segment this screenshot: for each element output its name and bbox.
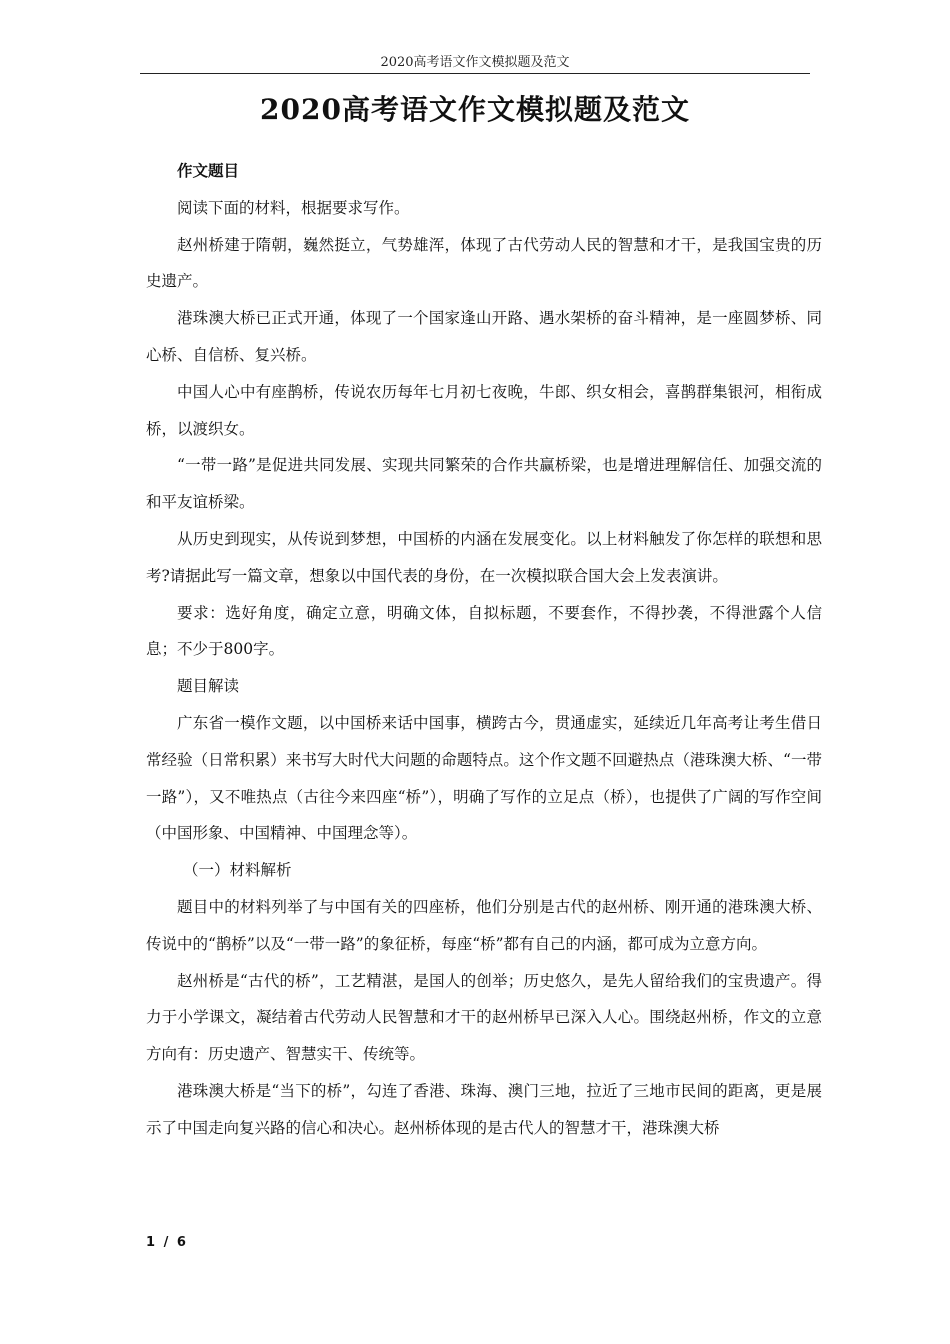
paragraph: 要求：选好角度，确定立意，明确文体，自拟标题，不要套作，不得抄袭，不得泄露个人信息；不少于800字。 bbox=[146, 603, 822, 659]
paragraph: 题目中的材料列举了与中国有关的四座桥，他们分别是古代的赵州桥、刚开通的港珠澳大桥、传说中的“鹊桥”以及“一带一路”的象征桥，每座“桥”都有自己的内涵，都可成为立意方向。 bbox=[146, 897, 822, 953]
section-heading-topic-analysis: 题目解读 bbox=[177, 677, 240, 696]
section-heading-essay-topic: 作文题目 bbox=[177, 161, 240, 180]
paragraph: 从历史到现实，从传说到梦想，中国桥的内涵在发展变化。以上材料触发了你怎样的联想和思考?请据此写一篇文章，想象以中国代表的身份，在一次模拟联合国大会上发表演讲。 bbox=[146, 529, 822, 585]
paragraph: 赵州桥建于隋朝，巍然挺立，气势雄浑，体现了古代劳动人民的智慧和才干，是我国宝贵的历史遗产。 bbox=[146, 235, 822, 291]
paragraph: 广东省一模作文题，以中国桥来话中国事，横跨古今，贯通虚实，延续近几年高考让考生借日常经验（日常积累）来书写大时代大问题的命题特点。这个作文题不回避热点（港珠澳大桥、“一带一路”），又不唯热点（古往今来四座“桥”），明确了写作的立足点（桥），也提供了广阔的写作空间（中国形象、中国精神、中国理念等）。 bbox=[146, 713, 822, 843]
paragraph: 中国人心中有座鹊桥，传说农历每年七月初七夜晚，牛郎、织女相会，喜鹊群集银河，相衔成桥，以渡织女。 bbox=[146, 382, 822, 438]
page-number: 1 / 6 bbox=[146, 1235, 188, 1250]
document-title: 2020高考语文作文模拟题及范文 bbox=[260, 93, 690, 126]
paragraph: 港珠澳大桥已正式开通，体现了一个国家逢山开路、遇水架桥的奋斗精神，是一座圆梦桥、同心桥、自信桥、复兴桥。 bbox=[146, 309, 822, 364]
paragraph: 港珠澳大桥是“当下的桥”，勾连了香港、珠海、澳门三地，拉近了三地市民间的距离，更是展示了中国走向复兴路的信心和决心。赵州桥体现的是古代人的智慧才干，港珠澳大桥 bbox=[146, 1081, 822, 1137]
subheading-material-analysis: （一）材料解析 bbox=[183, 861, 292, 880]
running-header: 2020高考语文作文模拟题及范文 bbox=[380, 55, 570, 70]
paragraph: “一带一路”是促进共同发展、实现共同繁荣的合作共赢桥梁，也是增进理解信任、加强交流的和平友谊桥梁。 bbox=[146, 456, 822, 512]
document-body bbox=[146, 153, 822, 1147]
paragraph: 阅读下面的材料，根据要求写作。 bbox=[177, 198, 410, 217]
header-divider bbox=[140, 73, 810, 74]
paragraph: 赵州桥是“古代的桥”，工艺精湛，是国人的创举；历史悠久，是先人留给我们的宝贵遗产。得力于小学课文，凝结着古代劳动人民智慧和才干的赵州桥早已深入人心。围绕赵州桥，作文的立意方向有：历史遗产、智慧实干、传统等。 bbox=[146, 971, 822, 1064]
